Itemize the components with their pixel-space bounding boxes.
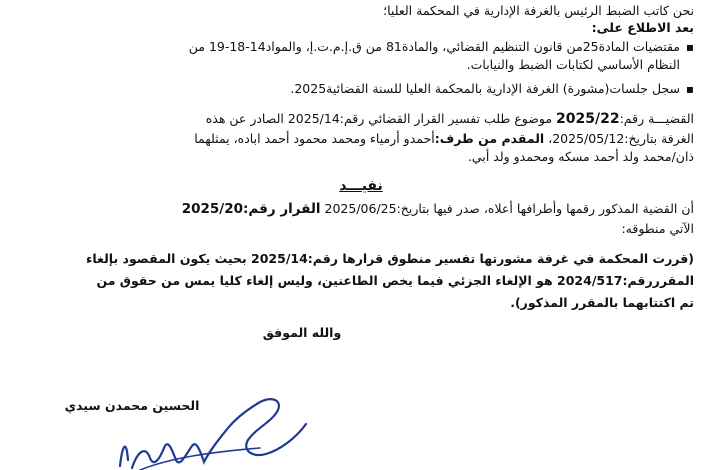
case-subject: موضوع طلب تفسير القرار القضائي رقم:2025/14 الصادر عن هذه xyxy=(205,111,553,126)
ruling-line-1 xyxy=(60,200,694,218)
closing-phrase: والله الموفق xyxy=(262,325,342,340)
nufid-heading: نفيـــد xyxy=(339,178,383,194)
bullet1-line1: مقتضيات المادة25من قانون التنظيم القضائي، والمادة81 من ق.إ.م.ت.إ، والمواد14-18-19 من xyxy=(188,39,680,54)
signatory-name: الحسين محمدن سيدي xyxy=(64,398,200,413)
case-line-2 xyxy=(60,130,694,148)
case-date: الغرفة بتاريخ:2025/05/12، xyxy=(548,131,694,146)
bullet-marker: ▪ xyxy=(685,40,694,54)
submitted-by-label: المقدم من طرف: xyxy=(434,131,545,146)
case-label: القضيـــة رقم: xyxy=(619,111,694,126)
decision-line-3: تم اكتتابهما بالمقرر المذكور). xyxy=(510,295,694,310)
after-review-heading: بعد الاطلاع على: xyxy=(591,20,694,35)
handwritten-signature xyxy=(110,388,350,470)
case-number: 2025/22 xyxy=(556,111,620,127)
parties: أحمدو أرمياء ومحمد محمود أحمد اباده، يمثلهما xyxy=(194,131,435,146)
bullet2-line: سجل جلسات(مشورة) الغرفة الإدارية بالمحكمة العليا للسنة القضائية2025. xyxy=(290,81,680,96)
ruling-number: القرار رقم:2025/20 xyxy=(181,201,321,217)
intro-line: نحن كاتب الضبط الرئيس بالغرفة الإدارية في المحكمة العليا؛ xyxy=(383,3,694,18)
bullet1-line2: النظام الأساسي لكتابات الضبط والنيابات. xyxy=(466,57,680,72)
case-line-1 xyxy=(60,110,694,128)
ruling-line-2: الآتي منطوقه: xyxy=(621,221,694,236)
ruling-text: أن القضية المذكور رقمها وأطرافها أعلاه، صدر فيها بتاريخ:2025/06/25 xyxy=(324,201,694,216)
case-line-3: ذان/محمد ولد أحمد مسكه ومحمدو ولد أبي. xyxy=(467,149,694,164)
decision-line-1: (قررت المحكمة في غرفة مشورتها تفسير منطوق قرارها رقم:2025/14 بحيث يكون المقصود بإلغاء xyxy=(85,251,694,266)
signature-stroke xyxy=(120,399,306,468)
decision-line-2: المقرررقم:2024/517 هو الإلغاء الجزئي فيما يخص الطاعنين، وليس إلغاء كليا يمس من حقوق من xyxy=(96,273,694,288)
bullet-marker: ▪ xyxy=(685,82,694,96)
